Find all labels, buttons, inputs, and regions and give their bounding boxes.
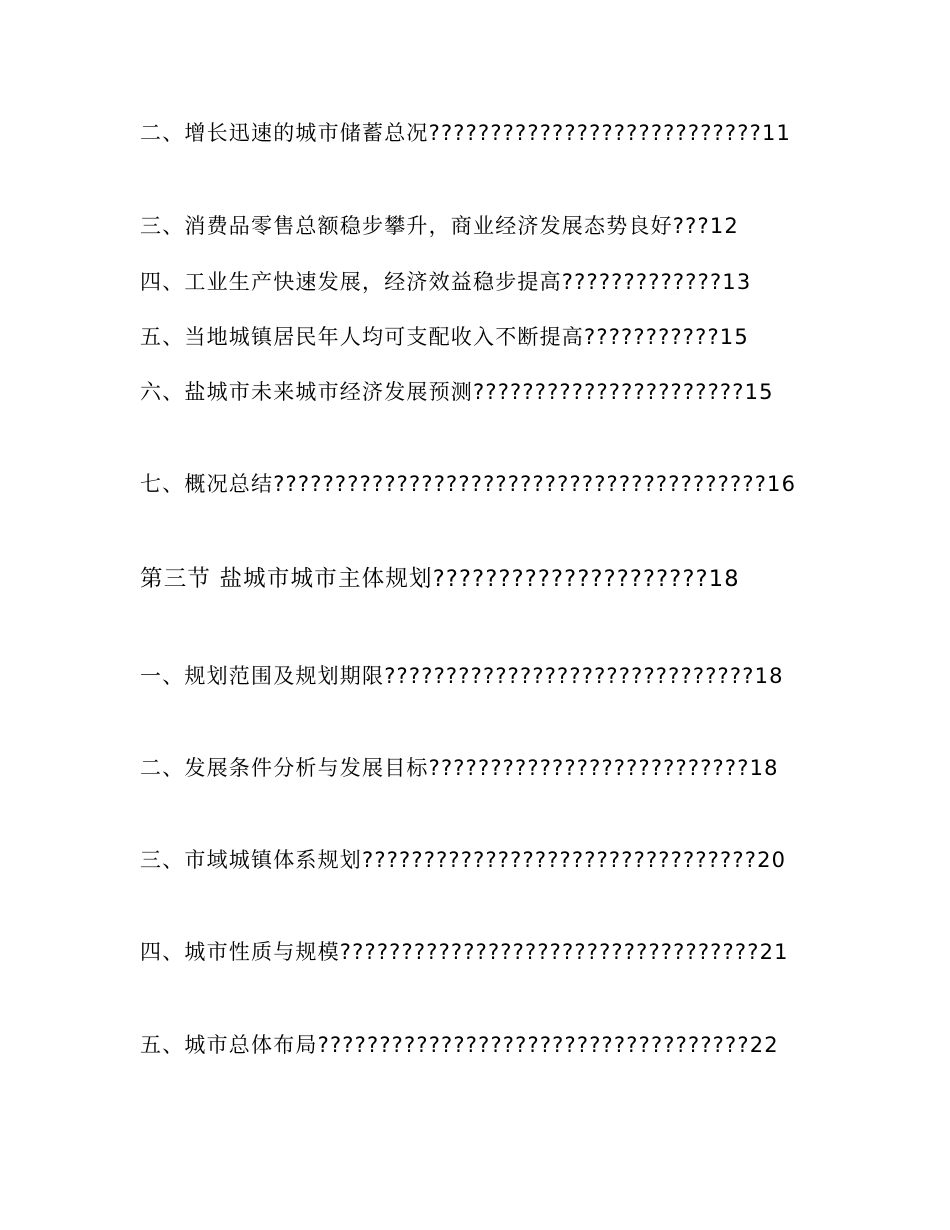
- toc-entry-savings[interactable]: 二、增长迅速的城市储蓄总况???????????????????????????11: [140, 121, 792, 145]
- toc-entry-city-nature[interactable]: 四、城市性质与规模??????????????????????????????????21: [140, 940, 789, 964]
- toc-entry-retail[interactable]: 三、消费品零售总额稳步攀升，商业经济发展态势良好???12: [140, 214, 739, 238]
- toc-entry-summary[interactable]: 七、概况总结????????????????????????????????????????16: [140, 472, 797, 496]
- toc-entry-town-system[interactable]: 三、市域城镇体系规划????????????????????????????????20: [140, 848, 787, 872]
- toc-entry-conditions[interactable]: 二、发展条件分析与发展目标??????????????????????????18: [140, 756, 779, 780]
- toc-entry-forecast[interactable]: 六、盐城市未来城市经济发展预测??????????????????????15: [140, 380, 774, 404]
- toc-entry-planning-scope[interactable]: 一、规划范围及规划期限??????????????????????????????18: [140, 664, 784, 688]
- toc-entry-income[interactable]: 五、当地城镇居民年人均可支配收入不断提高???????????15: [140, 325, 749, 349]
- toc-section-heading[interactable]: 第三节 盐城市城市主体规划?????????????????????18: [140, 566, 740, 592]
- toc-entry-industry[interactable]: 四、工业生产快速发展，经济效益稳步提高?????????????13: [140, 270, 752, 294]
- toc-entry-layout[interactable]: 五、城市总体布局???????????????????????????????????22: [140, 1033, 779, 1057]
